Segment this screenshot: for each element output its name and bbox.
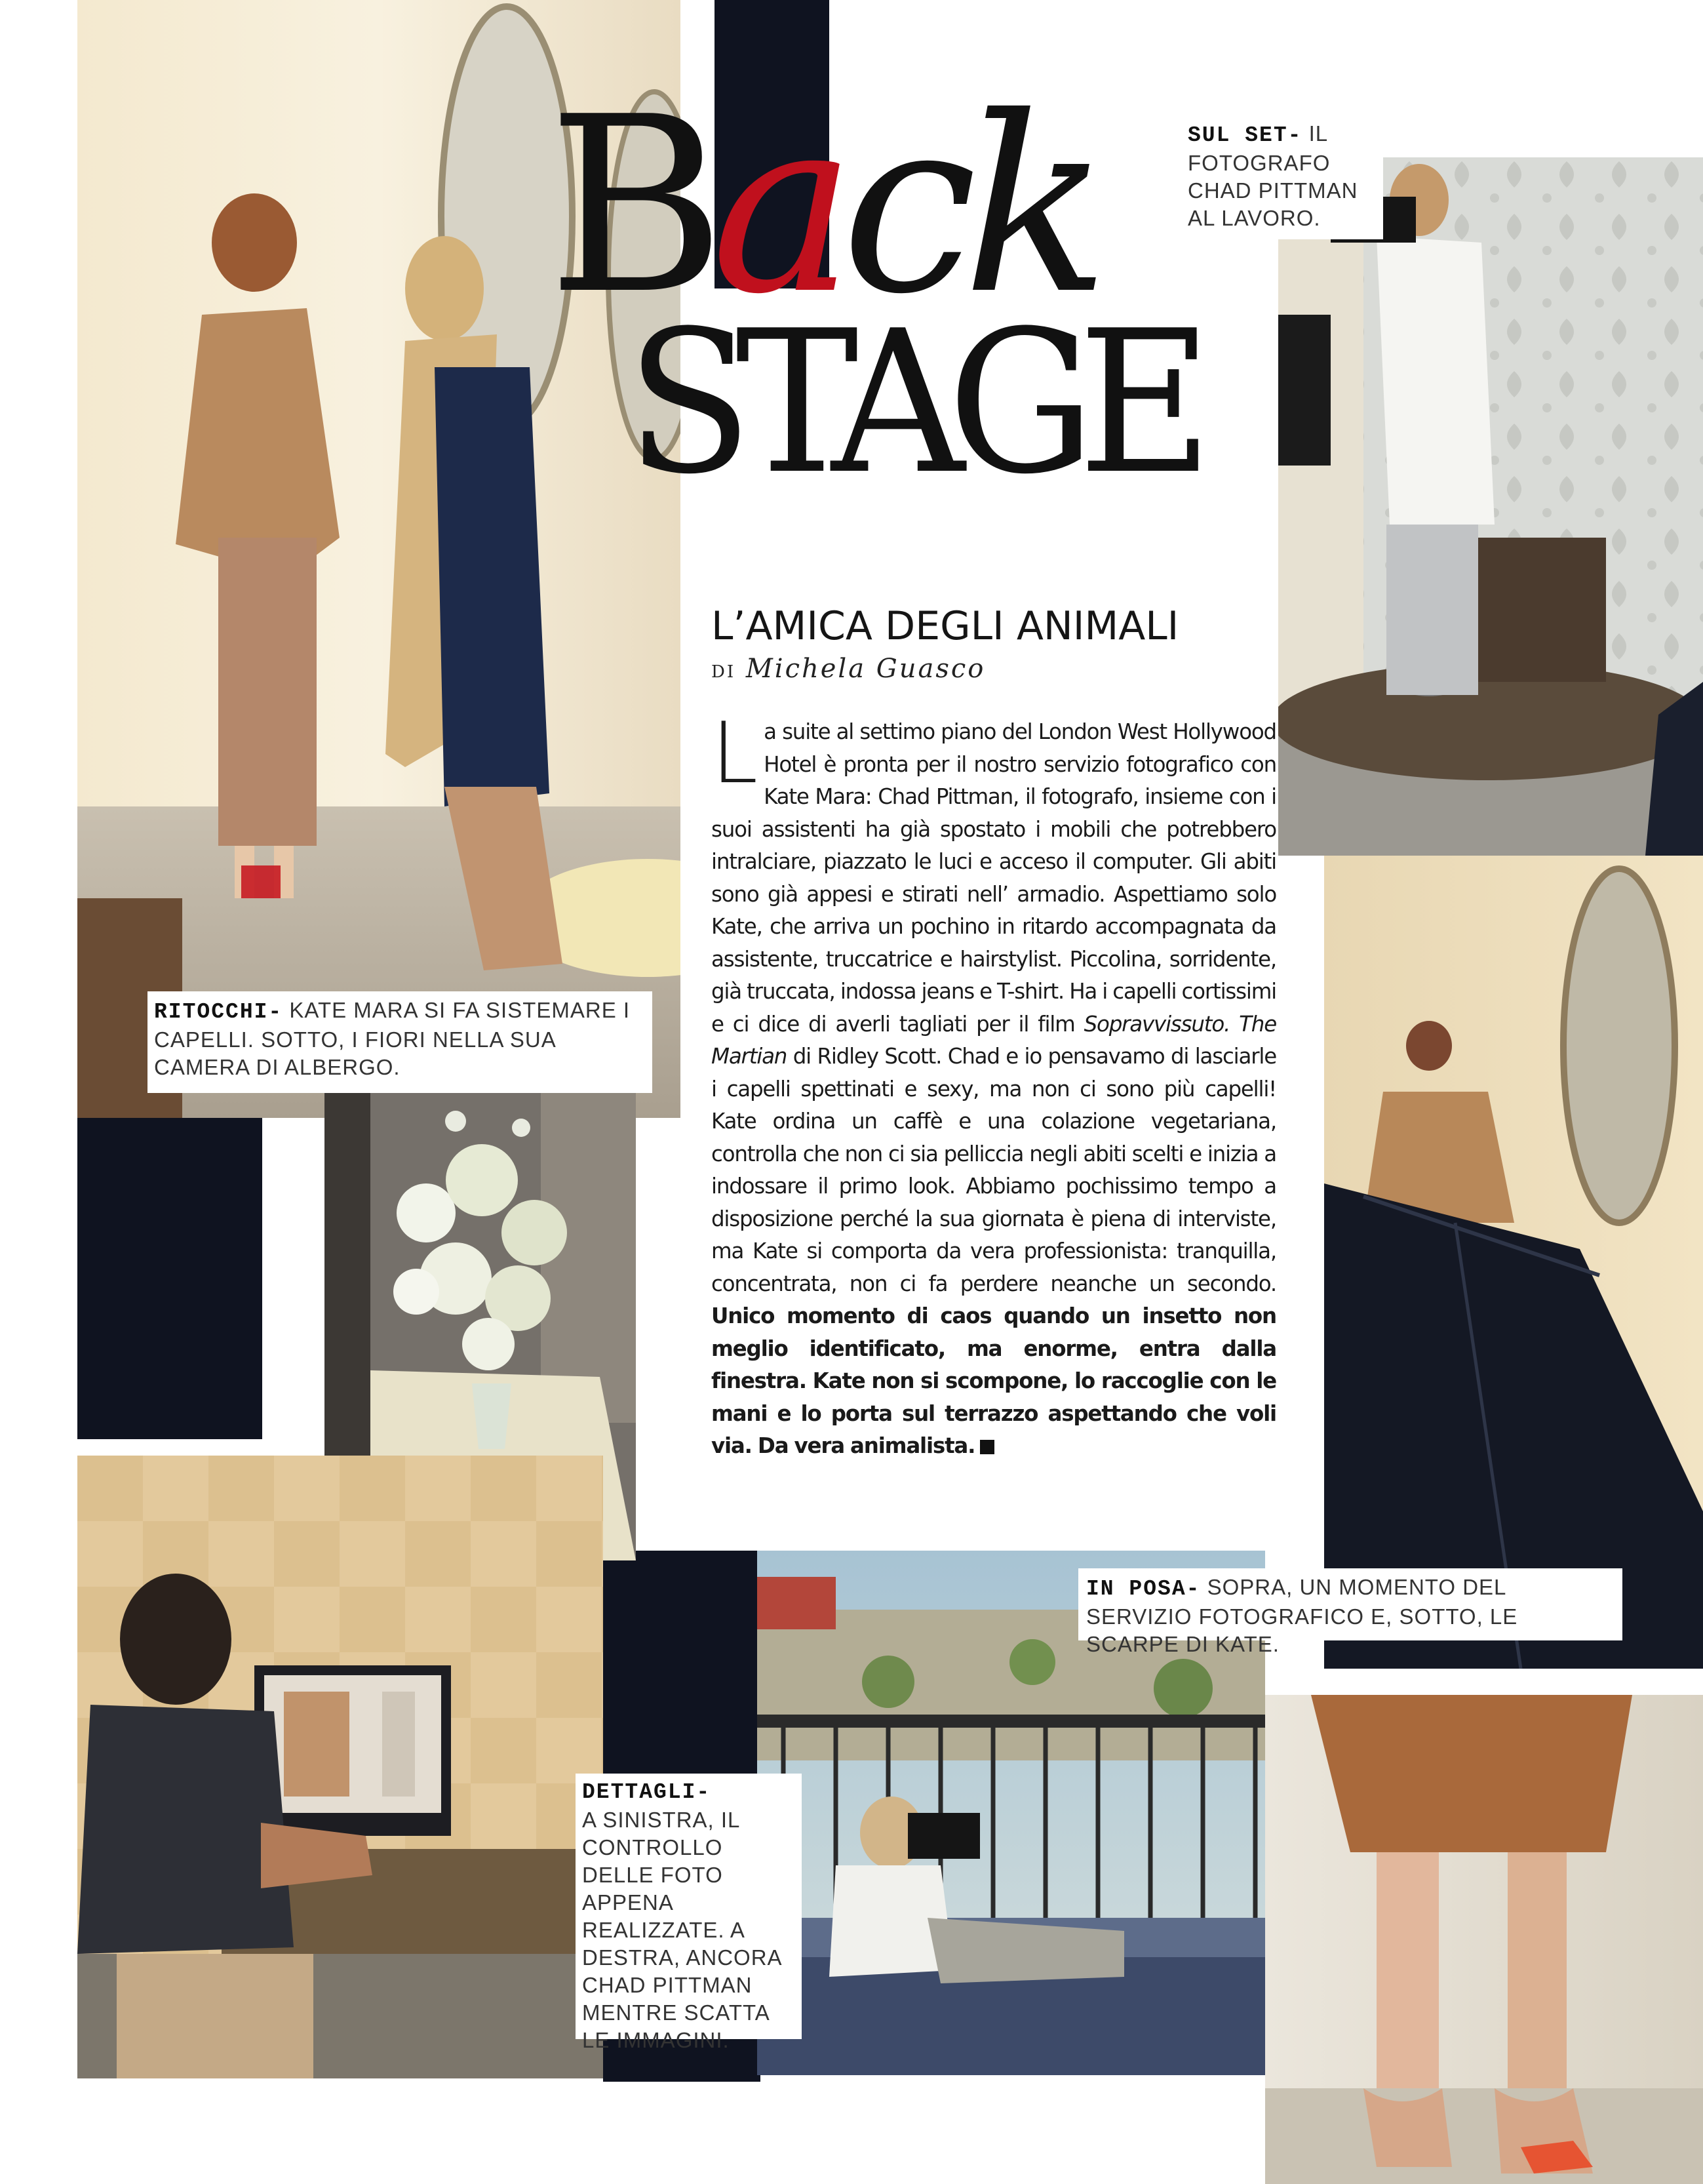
caption-in-posa: IN POSA- SOPRA, UN MOMENTO DEL SERVIZIO FOTOGRAFICO E, SOTTO, LE SCARPE DI KATE. xyxy=(1078,1568,1622,1640)
title-stage: STAGE xyxy=(626,288,1196,517)
caption-dettagli: DETTAGLI- A SINISTRA, IL CONTROLLO DELLE FOTO APPENA REALIZZATE. A DESTRA, ANCORA CHAD PITTMAN MENTRE SCATTA LE IMMAGINI. xyxy=(576,1774,802,2039)
caption-sul-set: SUL SET- IL FOTOGRAFO CHAD PITTMAN AL LAVORO. xyxy=(1180,115,1383,239)
photo-kate-umbrella xyxy=(1324,856,1703,1669)
title-back: Back xyxy=(547,66,1095,347)
article-byline: DI Michela Guasco xyxy=(711,654,986,684)
photo-photographer-camera xyxy=(1278,157,1703,856)
navy-block-left xyxy=(77,1118,262,1439)
article-heading: L’AMICA DEGLI ANIMALI xyxy=(711,603,1179,649)
photo-computer-retouching xyxy=(77,1456,603,2078)
caption-ritocchi: RITOCCHI- KATE MARA SI FA SISTEMARE I CAPELLI. SOTTO, I FIORI NELLA SUA CAMERA DI ALBERGO. xyxy=(147,991,652,1093)
author-name: Michela Guasco xyxy=(745,654,986,684)
drop-cap: L xyxy=(711,705,758,803)
photo-shoes xyxy=(1265,1695,1703,2184)
article-body: La suite al settimo piano del London West Hollywood Hotel è pronta per il nostro servizio fotografico con Kate Mara: Chad Pittman, il fotografo, insieme con i suoi assistenti ha già spostato i mobili che potrebbero intralciare, piazzato le luci e acceso il computer. Gli abiti sono già appesi e stirati nell’ armadio. Aspettiamo solo Kate, che arriva un pochino in ritardo accompagnata da assistente, truccatrice e hairstylist. Piccolina, sorridente, già truccata, indossa jeans e T-shirt. Ha i capelli cortissimi e ci dice di averli tagliati per il film Sopravvissuto. The Martian di Ridley Scott. Chad e io pensavamo di lasciarle i capelli spettinati e sexy, ma non ci sono più capelli! Kate ordina un caffè e una colazione vegetariana, controlla che non ci sia pelliccia negli abiti scelti e inizia a indossare il primo look. Abbiamo pochissimo tempo a disposizione perché la sua giornata è piena di interviste, ma Kate si comporta da vera professionista: tranquilla, concentrata, non ci fa perdere neanche un secondo. Unico momento di caos quando un insetto non meglio identificato, ma enorme, entra dalla finestra. Kate non si scompone, lo raccoglie con le mani e lo porta sul terrazzo aspettando che voli via. Da vera animalista. xyxy=(711,705,1276,1458)
end-square-icon xyxy=(980,1440,994,1454)
